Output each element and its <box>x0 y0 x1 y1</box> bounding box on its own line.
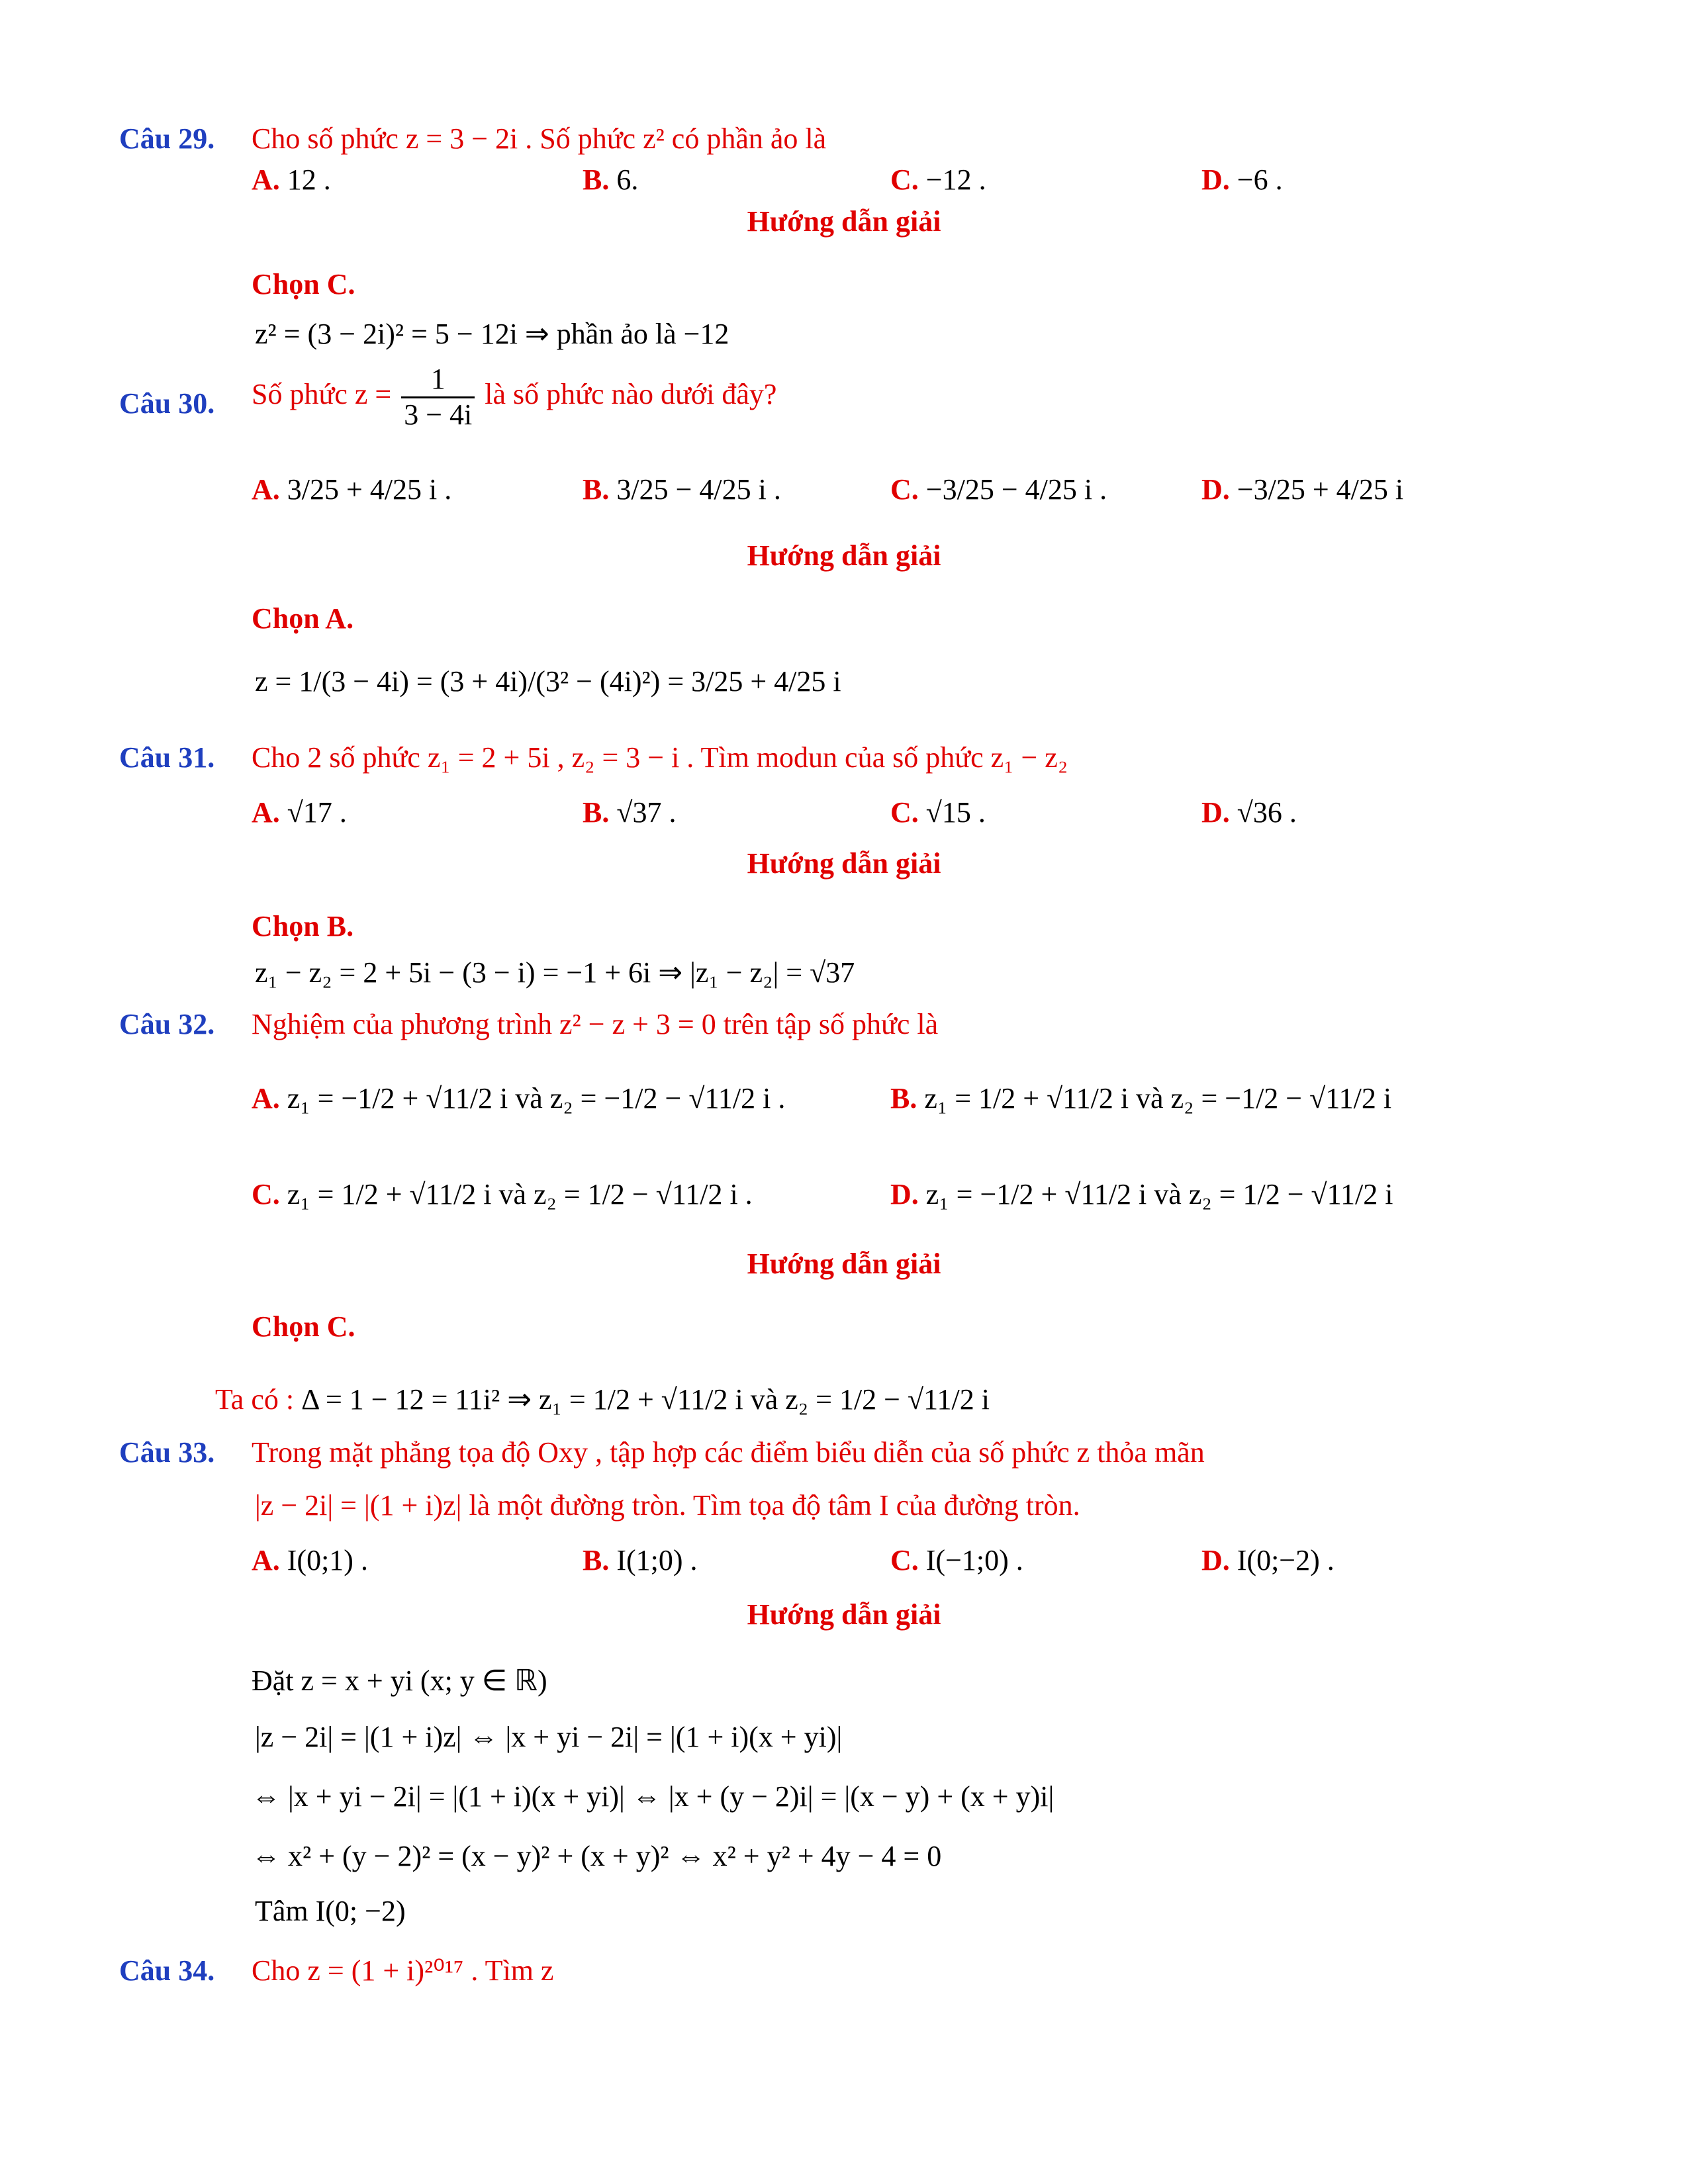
question-33-label: Câu 33. <box>119 1436 215 1469</box>
q29-choice: Chọn C. <box>252 268 355 300</box>
q33-option-b <box>583 1541 698 1580</box>
question-31-label: Câu 31. <box>119 741 215 774</box>
q33-solution-line1: Đặt z = x + yi (x; y ∈ ℝ) <box>252 1664 547 1697</box>
q31-option-a <box>252 793 347 833</box>
q29-option-c <box>890 160 986 200</box>
option-letter: B. <box>583 1544 610 1576</box>
fraction-numerator: 1 <box>401 363 475 398</box>
option-letter: C. <box>890 473 919 506</box>
q30-suffix: là số phức nào dưới đây? <box>485 378 777 411</box>
option-text: I(−1;0) . <box>925 1544 1023 1576</box>
option-text: −6 . <box>1237 163 1283 196</box>
q33-option-d <box>1201 1541 1335 1580</box>
q32-choice: Chọn C. <box>252 1310 355 1343</box>
option-text: √36 . <box>1237 796 1297 829</box>
question-31-text: Cho 2 số phức z₁ = 2 + 5i , z₂ = 3 − i . Tìm modun của số phức z₁ − z₂ <box>252 741 1068 774</box>
q29-option-a <box>252 160 331 200</box>
q33-solution-line5: Tâm I(0; −2) <box>255 1895 406 1927</box>
question-29-text: Cho số phức z = 3 − 2i . Số phức z² có phần ảo là <box>252 122 827 155</box>
q31-option-c <box>890 793 986 833</box>
q33-solution-line3: ⇔ |x + yi − 2i| = |(1 + i)(x + yi)| ⇔ |x + (y − 2)i| = |(x − y) + (x + y)i| <box>252 1780 1055 1813</box>
option-text: √37 . <box>616 796 677 829</box>
question-30-label: Câu 30. <box>119 387 215 420</box>
option-letter: B. <box>583 796 610 829</box>
option-text: −12 . <box>925 163 986 196</box>
question-34-text: Cho z = (1 + i)²⁰¹⁷ . Tìm z <box>252 1954 554 1987</box>
q30-fraction <box>401 363 475 432</box>
option-text: I(0;−2) . <box>1237 1544 1335 1576</box>
q32-option-d <box>890 1175 1393 1214</box>
option-letter: A. <box>252 473 280 506</box>
option-letter: A. <box>252 796 280 829</box>
option-text: 3/25 − 4/25 i . <box>616 473 781 506</box>
q29-option-d <box>1201 160 1283 200</box>
option-text: −3/25 − 4/25 i . <box>925 473 1107 506</box>
q32-guide-heading: Hướng dẫn giải <box>747 1248 941 1280</box>
option-letter: D. <box>1201 796 1230 829</box>
q31-choice: Chọn B. <box>252 910 354 942</box>
q32-solution-prefix: Ta có : <box>215 1383 295 1416</box>
option-letter: D. <box>1201 473 1230 506</box>
option-letter: C. <box>890 163 919 196</box>
question-32-label: Câu 32. <box>119 1008 215 1040</box>
option-letter: C. <box>252 1178 280 1210</box>
q33-option-a <box>252 1541 368 1580</box>
option-text: z₁ = −1/2 + √11/2 i và z₂ = 1/2 − √11/2 i <box>925 1178 1393 1210</box>
q29-guide-heading: Hướng dẫn giải <box>747 205 941 238</box>
q32-solution <box>215 1380 990 1420</box>
q33-guide-heading: Hướng dẫn giải <box>747 1598 941 1631</box>
question-32-text: Nghiệm của phương trình z² − z + 3 = 0 trên tập số phức là <box>252 1008 939 1040</box>
option-letter: D. <box>1201 1544 1230 1576</box>
option-letter: B. <box>583 473 610 506</box>
option-letter: C. <box>890 1544 919 1576</box>
option-text: z₁ = 1/2 + √11/2 i và z₂ = 1/2 − √11/2 i . <box>287 1178 753 1210</box>
option-text: 3/25 + 4/25 i . <box>287 473 452 506</box>
option-letter: A. <box>252 1082 280 1115</box>
q32-option-b <box>890 1079 1391 1118</box>
option-text: z₁ = −1/2 + √11/2 i và z₂ = −1/2 − √11/2 i . <box>287 1082 786 1115</box>
option-text: √15 . <box>925 796 986 829</box>
option-letter: B. <box>890 1082 917 1115</box>
option-text: I(1;0) . <box>616 1544 698 1576</box>
option-text: −3/25 + 4/25 i <box>1237 473 1404 506</box>
q30-option-c <box>890 470 1107 510</box>
option-letter: A. <box>252 163 280 196</box>
option-letter: B. <box>583 163 610 196</box>
q30-solution: z = 1/(3 − 4i) = (3 + 4i)/(3² − (4i)²) = 3/25 + 4/25 i <box>255 665 841 698</box>
question-34-label: Câu 34. <box>119 1954 215 1987</box>
q30-guide-heading: Hướng dẫn giải <box>747 539 941 572</box>
question-29-label: Câu 29. <box>119 122 215 155</box>
question-33-text-line1: Trong mặt phẳng tọa độ Oxy , tập hợp các điểm biểu diễn của số phức z thỏa mãn <box>252 1436 1205 1469</box>
q30-choice: Chọn A. <box>252 602 354 635</box>
q33-solution-line2: |z − 2i| = |(1 + i)z| ⇔ |x + yi − 2i| = |(1 + i)(x + yi)| <box>255 1721 843 1753</box>
question-33-text-line2: |z − 2i| = |(1 + i)z| là một đường tròn. Tìm tọa độ tâm I của đường tròn. <box>255 1489 1080 1522</box>
q30-option-d <box>1201 470 1403 510</box>
q30-option-b <box>583 470 781 510</box>
q31-solution: z₁ − z₂ = 2 + 5i − (3 − i) = −1 + 6i ⇒ |z₁ − z₂| = √37 <box>255 956 855 989</box>
q29-option-b <box>583 160 638 200</box>
q31-option-b <box>583 793 677 833</box>
option-text: √17 . <box>287 796 347 829</box>
option-letter: D. <box>890 1178 919 1210</box>
q32-option-c <box>252 1175 753 1214</box>
q31-guide-heading: Hướng dẫn giải <box>747 847 941 880</box>
question-30-text <box>252 363 776 432</box>
option-letter: C. <box>890 796 919 829</box>
option-letter: A. <box>252 1544 280 1576</box>
q30-prefix: Số phức z = <box>252 378 392 411</box>
option-letter: D. <box>1201 163 1230 196</box>
q31-option-d <box>1201 793 1297 833</box>
q33-option-c <box>890 1541 1023 1580</box>
option-text: 12 . <box>287 163 331 196</box>
option-text: z₁ = 1/2 + √11/2 i và z₂ = −1/2 − √11/2 i <box>924 1082 1392 1115</box>
q32-solution-body: Δ = 1 − 12 = 11i² ⇒ z₁ = 1/2 + √11/2 i và z₂ = 1/2 − √11/2 i <box>301 1383 990 1416</box>
option-text: I(0;1) . <box>287 1544 368 1576</box>
q30-option-a <box>252 470 451 510</box>
fraction-denominator: 3 − 4i <box>404 398 473 431</box>
q33-solution-line4: ⇔ x² + (y − 2)² = (x − y)² + (x + y)² ⇔ x² + y² + 4y − 4 = 0 <box>252 1840 942 1872</box>
q29-solution: z² = (3 − 2i)² = 5 − 12i ⇒ phần ảo là −12 <box>255 318 729 350</box>
option-text: 6. <box>616 163 639 196</box>
q32-option-a <box>252 1079 785 1118</box>
